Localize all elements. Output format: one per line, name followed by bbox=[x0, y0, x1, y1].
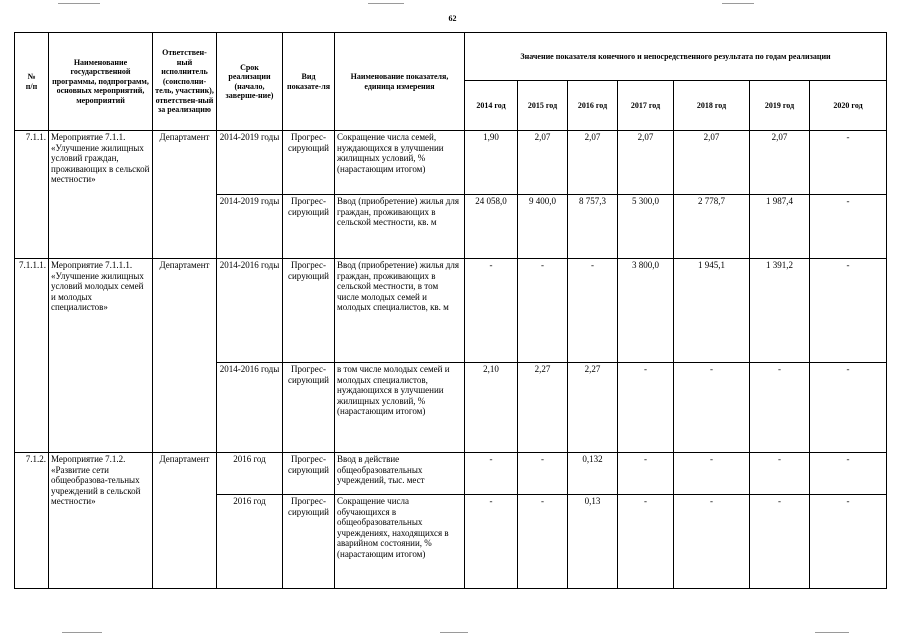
indicator-value: - bbox=[750, 495, 810, 589]
item-term: 2016 год bbox=[217, 453, 283, 495]
indicator-value: 24 058,0 bbox=[465, 195, 518, 259]
indicator-value: - bbox=[810, 453, 887, 495]
table-row bbox=[15, 131, 887, 195]
indicator-value: - bbox=[750, 453, 810, 495]
indicator-name: Сокращение числа обучающихся в общеобразовательных учреждениях, находящихся в аварийном состоянии, % (нарастающим итогом) bbox=[335, 495, 465, 589]
indicator-value: 1 945,1 bbox=[674, 259, 750, 363]
header-executor: Ответствен-ный исполнитель (соисполни-тель, участник), ответствен-ный за реализацию bbox=[153, 33, 217, 131]
indicator-value: 2,07 bbox=[618, 131, 674, 195]
item-executor: Департамент bbox=[153, 453, 217, 589]
table-row bbox=[15, 259, 887, 363]
indicator-value: - bbox=[618, 363, 674, 453]
indicator-type: Прогрес-сирующий bbox=[283, 453, 335, 495]
header-year: 2014 год bbox=[465, 81, 518, 131]
indicator-value: 2,07 bbox=[750, 131, 810, 195]
results-table bbox=[14, 32, 887, 589]
indicator-type: Прогрес-сирующий bbox=[283, 259, 335, 363]
item-executor: Департамент bbox=[153, 131, 217, 259]
header-year: 2018 год bbox=[674, 81, 750, 131]
indicator-name: Ввод в действие общеобразовательных учреждений, тыс. мест bbox=[335, 453, 465, 495]
indicator-type: Прогрес-сирующий bbox=[283, 363, 335, 453]
header-indicator-type: Вид показате-ля bbox=[283, 33, 335, 131]
header-year: 2020 год bbox=[810, 81, 887, 131]
indicator-value: - bbox=[810, 495, 887, 589]
item-term: 2016 год bbox=[217, 495, 283, 589]
indicator-value: - bbox=[465, 495, 518, 589]
table-row bbox=[15, 453, 887, 495]
item-name: Мероприятие 7.1.1.1. «Улучшение жилищных условий молодых семей и молодых специалистов» bbox=[49, 259, 153, 453]
header-term: Срок реализации (начало, заверше-ние) bbox=[217, 33, 283, 131]
indicator-name: Сокращение числа семей, нуждающихся в улучшении жилищных условий, % (нарастающим итогом) bbox=[335, 131, 465, 195]
indicator-value: 2,07 bbox=[518, 131, 568, 195]
item-code: 7.1.1.1. bbox=[15, 259, 49, 453]
indicator-value: - bbox=[465, 453, 518, 495]
header-name: Наименование государственной программы, подпрограмм, основных мероприятий, мероприятий bbox=[49, 33, 153, 131]
indicator-value: - bbox=[568, 259, 618, 363]
header-no: № п/п bbox=[15, 33, 49, 131]
indicator-value: - bbox=[518, 453, 568, 495]
indicator-value: 2,27 bbox=[518, 363, 568, 453]
indicator-value: 2,07 bbox=[568, 131, 618, 195]
indicator-value: 0,13 bbox=[568, 495, 618, 589]
indicator-value: - bbox=[618, 453, 674, 495]
indicator-value: 1 987,4 bbox=[750, 195, 810, 259]
indicator-name: Ввод (приобретение) жилья для граждан, проживающих в сельской местности, кв. м bbox=[335, 195, 465, 259]
item-name: Мероприятие 7.1.2. «Развитие сети общеобразова-тельных учреждений в сельской местности» bbox=[49, 453, 153, 589]
header-year: 2019 год bbox=[750, 81, 810, 131]
item-term: 2014-2016 годы bbox=[217, 363, 283, 453]
item-code: 7.1.2. bbox=[15, 453, 49, 589]
indicator-value: 5 300,0 bbox=[618, 195, 674, 259]
page-number: 62 bbox=[448, 14, 457, 23]
indicator-value: - bbox=[810, 363, 887, 453]
indicator-value: 1 391,2 bbox=[750, 259, 810, 363]
indicator-name: Ввод (приобретение) жилья для граждан, проживающих в сельской местности, в том числе молодых семей и молодых специалистов, кв. м bbox=[335, 259, 465, 363]
indicator-value: 1,90 bbox=[465, 131, 518, 195]
indicator-value: 3 800,0 bbox=[618, 259, 674, 363]
indicator-value: - bbox=[810, 131, 887, 195]
item-term: 2014-2019 годы bbox=[217, 131, 283, 195]
indicator-value: - bbox=[618, 495, 674, 589]
indicator-type: Прогрес-сирующий bbox=[283, 195, 335, 259]
header-year: 2015 год bbox=[518, 81, 568, 131]
indicator-value: - bbox=[750, 363, 810, 453]
indicator-type: Прогрес-сирующий bbox=[283, 131, 335, 195]
indicator-value: 2,27 bbox=[568, 363, 618, 453]
item-executor: Департамент bbox=[153, 259, 217, 453]
indicator-value: 0,132 bbox=[568, 453, 618, 495]
indicator-value: 9 400,0 bbox=[518, 195, 568, 259]
indicator-name: в том числе молодых семей и молодых специалистов, нуждающихся в улучшении жилищных условий, % (нарастающим итогом) bbox=[335, 363, 465, 453]
indicator-type: Прогрес-сирующий bbox=[283, 495, 335, 589]
header-indicator-name: Наименование показателя, единица измерения bbox=[335, 33, 465, 131]
indicator-value: 2,07 bbox=[674, 131, 750, 195]
indicator-value: - bbox=[518, 259, 568, 363]
indicator-value: - bbox=[674, 363, 750, 453]
header-values: Значение показателя конечного и непосредственного результата по годам реализации bbox=[465, 33, 887, 81]
indicator-value: 2 778,7 bbox=[674, 195, 750, 259]
indicator-value: - bbox=[518, 495, 568, 589]
item-name: Мероприятие 7.1.1. «Улучшение жилищных условий граждан, проживающих в сельской местности» bbox=[49, 131, 153, 259]
indicator-value: - bbox=[810, 195, 887, 259]
item-term: 2014-2019 годы bbox=[217, 195, 283, 259]
indicator-value: - bbox=[465, 259, 518, 363]
header-year: 2017 год bbox=[618, 81, 674, 131]
indicator-value: - bbox=[674, 495, 750, 589]
item-term: 2014-2016 годы bbox=[217, 259, 283, 363]
indicator-value: 8 757,3 bbox=[568, 195, 618, 259]
indicator-value: 2,10 bbox=[465, 363, 518, 453]
header-year: 2016 год bbox=[568, 81, 618, 131]
item-code: 7.1.1. bbox=[15, 131, 49, 259]
indicator-value: - bbox=[810, 259, 887, 363]
indicator-value: - bbox=[674, 453, 750, 495]
